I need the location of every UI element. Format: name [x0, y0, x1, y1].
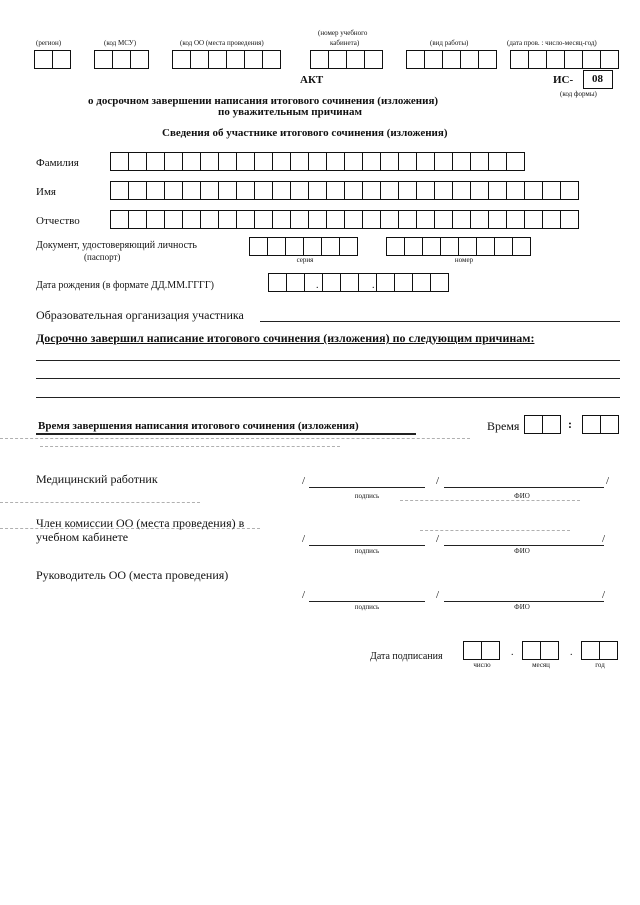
birth-date-dot-1: .: [316, 280, 319, 291]
org-label: Образовательная организация участника: [36, 308, 244, 322]
head-fio-line[interactable]: [444, 601, 604, 602]
scan-noise: [40, 446, 340, 447]
time-hours-boxes[interactable]: [524, 415, 560, 434]
finish-time-underline: [36, 433, 416, 435]
patronymic-label: Отчество: [36, 215, 80, 227]
member-label-line1: Член комиссии ОО (места проведения) в: [36, 516, 245, 530]
signing-month-boxes[interactable]: [522, 641, 558, 660]
member-label-line2: учебном кабинете: [36, 530, 129, 544]
signing-dot-2: .: [570, 647, 573, 658]
name-boxes[interactable]: [110, 181, 578, 200]
birth-date-label: Дата рождения (в формате ДД.ММ.ГГГГ): [36, 280, 214, 291]
time-separator: :: [568, 417, 572, 431]
form-code-caption: (код формы): [560, 90, 597, 98]
member-slash-2: /: [436, 533, 440, 545]
signing-dot-1: .: [511, 647, 514, 658]
birth-date-dot-2: .: [372, 280, 375, 291]
head-slash-1: /: [302, 589, 306, 601]
member-slash-3: /: [602, 533, 606, 545]
scan-noise: [400, 500, 580, 501]
birth-date-boxes[interactable]: [268, 273, 448, 292]
signing-year-boxes[interactable]: [581, 641, 617, 660]
caption-room-line1: (номер учебного: [318, 29, 368, 37]
member-sign-caption: подпись: [354, 547, 380, 555]
oo-code-boxes[interactable]: [172, 50, 280, 69]
medic-signature-line[interactable]: [309, 487, 425, 488]
head-signature-line[interactable]: [309, 601, 425, 602]
msu-code-boxes[interactable]: [94, 50, 148, 69]
medic-fio-line[interactable]: [444, 487, 604, 488]
participant-heading: Сведения об участнике итогового сочинения (изложения): [162, 127, 448, 139]
form-code-prefix: ИС-: [553, 74, 574, 86]
signing-day-caption: число: [473, 661, 491, 669]
medic-slash-3: /: [606, 475, 610, 487]
name-label: Имя: [36, 186, 56, 198]
member-fio-line[interactable]: [444, 545, 604, 546]
org-line[interactable]: [260, 321, 620, 322]
head-sign-caption: подпись: [354, 603, 380, 611]
caption-date: (дата пров. : число-месяц-год): [507, 39, 597, 47]
medic-fio-caption: ФИО: [514, 492, 530, 500]
time-minutes-boxes[interactable]: [582, 415, 618, 434]
document-label: Документ, удостоверяющий личность: [36, 240, 197, 251]
reason-line-1[interactable]: [36, 360, 620, 361]
time-word: Время: [487, 419, 520, 433]
member-slash-1: /: [302, 533, 306, 545]
document-sublabel: (паспорт): [84, 252, 121, 262]
signing-month-caption: месяц: [532, 661, 550, 669]
reason-line-2[interactable]: [36, 378, 620, 379]
passport-series-boxes[interactable]: [249, 237, 357, 256]
scan-noise: [420, 530, 570, 531]
medic-label: Медицинский работник: [36, 472, 158, 486]
surname-label: Фамилия: [36, 157, 79, 169]
caption-msu: (код МСУ): [104, 39, 137, 47]
caption-oo: (код ОО (места проведения): [180, 39, 264, 47]
form-code-number: 08: [592, 73, 603, 85]
passport-number-boxes[interactable]: [386, 237, 530, 256]
act-title: АКТ: [300, 74, 324, 86]
date-boxes[interactable]: [510, 50, 618, 69]
work-type-boxes[interactable]: [406, 50, 496, 69]
act-subtitle-line1: о досрочном завершении написания итогового сочинения (изложения): [88, 95, 439, 107]
region-code-boxes[interactable]: [34, 50, 70, 69]
member-signature-line[interactable]: [309, 545, 425, 546]
signing-year-caption: год: [595, 661, 605, 669]
caption-work-type: (вид работы): [430, 39, 469, 47]
medic-slash-1: /: [302, 475, 306, 487]
caption-room-line2: кабинета): [330, 39, 360, 47]
number-caption: номер: [454, 256, 474, 264]
scan-noise: [0, 438, 470, 439]
member-fio-caption: ФИО: [514, 547, 530, 555]
scan-noise: [0, 502, 200, 503]
surname-boxes[interactable]: [110, 152, 524, 171]
signing-day-boxes[interactable]: [463, 641, 499, 660]
head-slash-2: /: [436, 589, 440, 601]
reasons-heading: Досрочно завершил написание итогового сочинения (изложения) по следующим причинам:: [36, 331, 535, 345]
reason-line-3[interactable]: [36, 397, 620, 398]
finish-time-label: Время завершения написания итогового сочинения (изложения): [38, 420, 359, 432]
head-fio-caption: ФИО: [514, 603, 530, 611]
form-code-box: [583, 70, 613, 89]
room-number-boxes[interactable]: [310, 50, 382, 69]
medic-slash-2: /: [436, 475, 440, 487]
medic-sign-caption: подпись: [354, 492, 380, 500]
caption-region: (регион): [36, 39, 62, 47]
head-slash-3: /: [602, 589, 606, 601]
series-caption: серия: [296, 256, 314, 264]
patronymic-boxes[interactable]: [110, 210, 578, 229]
head-label: Руководитель ОО (места проведения): [36, 568, 229, 582]
signing-date-label: Дата подписания: [370, 651, 443, 662]
act-subtitle-line2: по уважительным причинам: [218, 106, 362, 118]
